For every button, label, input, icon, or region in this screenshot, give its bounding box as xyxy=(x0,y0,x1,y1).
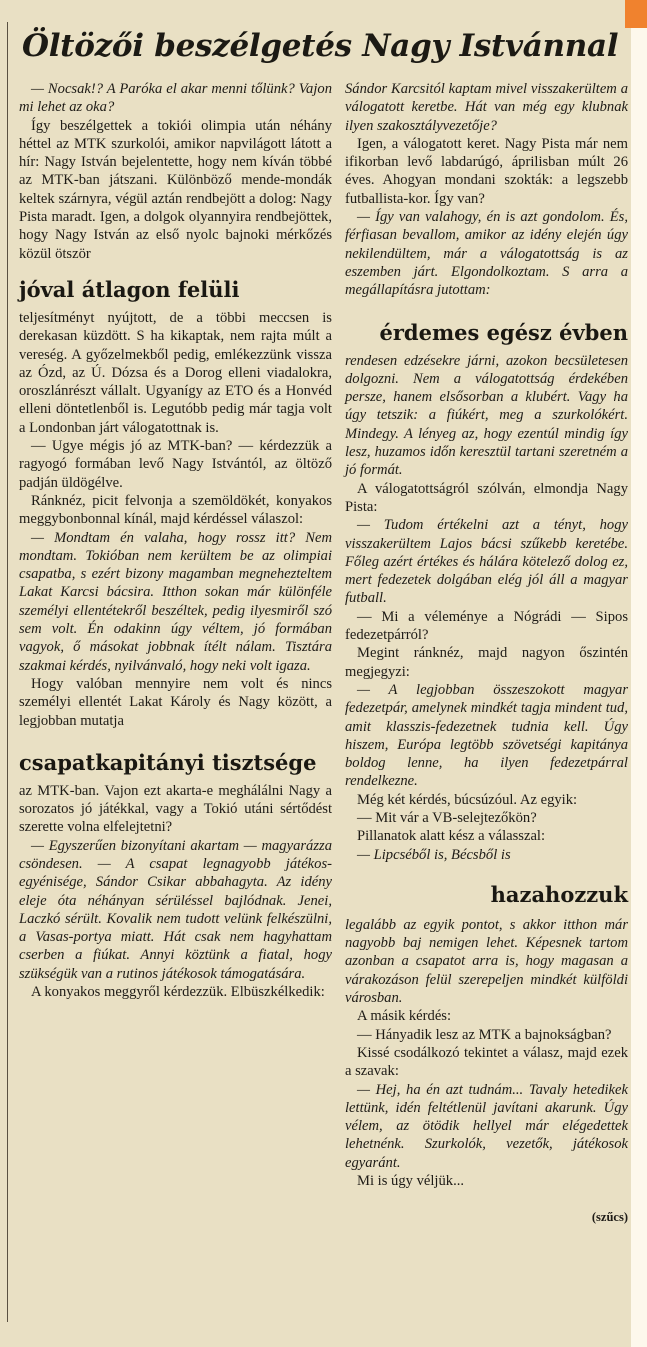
subheading: jóval átlagon felüli xyxy=(19,276,240,302)
paragraph: Kissé csodálkozó tekintet a válasz, majd ezek a szavak: xyxy=(345,1044,628,1080)
paragraph: — Nocsak!? A Paróka el akar menni tőlünk? Vajon mi lehet az oka? xyxy=(19,81,332,116)
orange-page-tab xyxy=(625,0,647,28)
paragraph: rendesen edzésekre járni, azokon becsületesen dolgozni. Nem a válogatottság érdekében persze, hanem elsősorban a klubért. Vagy ha úgy tetszik: a fiúkért, meg a szurkolókért. Mindegy. A lényeg az, hogy ezentúl mindig így lesz, huzamos időn keresztül tartani szeretném a jó formát. xyxy=(345,352,628,479)
paragraph: Még két kérdés, búcsúzóul. Az egyik: xyxy=(357,791,578,808)
paragraph: — A legjobban összeszokott magyar fedezetpár, amelynek mindkét tagja mindent tud, amit klasszis-fedezetnek tudnia kell. Úgy hiszem, Európa legtöbb szövetségi kapitánya boldog lenne, ha ilyen fedezetpárral rendelkezne. xyxy=(345,681,628,790)
paragraph: Sándor Karcsitól kaptam mivel visszakerültem a válogatott keretbe. Hát van még egy klubnak ilyen szakosztályvezetője? xyxy=(345,81,628,134)
paragraph: Mi is úgy véljük... xyxy=(357,1173,465,1190)
paragraph: Hogy valóban mennyire nem volt és nincs személyi ellentét Lakat Károly és Nagy között, a legjobban mutatja xyxy=(19,675,332,729)
paragraph: — Ugye mégis jó az MTK-ban? — kérdezzük a ragyogó formában levő Nagy Istvántól, az öltöző padján üldögélve. xyxy=(19,438,332,491)
paragraph: — Mi a véleménye a Nógrádi — Sipos fedezetpárról? xyxy=(345,608,628,644)
paragraph: — Hányadik lesz az MTK a bajnokságban? xyxy=(357,1026,612,1043)
paragraph: — Lipcséből is, Bécsből is xyxy=(357,846,511,863)
paragraph: teljesítményt nyújtott, de a többi meccsen is derekasan küzdött. S ha kikaptak, nem rajta múlt a vereség. A győzelmekből pedig, emlékezzünk vissza az Ózd, az Ú. Dózsa és a Dorog elleni viadalokra, oroszlánrészt vállalt. Ugyanígy az ETO és a Honvéd elleni döntetlenből is. Legutóbb pedig már tagja volt a Londonban járt válogatottnak is. xyxy=(19,309,332,436)
paragraph: — Egyszerűen bizonyítani akartam — magyarázza csöndesen. — A csapat legnagyobb játékos-egyénisége, Sándor Csikar abbahagyta. Az idény eleje óta néhányan sérüléssel bajlódnak. Jenei, Laczkó sérült. Kovalik nem tudott velünk felkészülni, a Vasas-portya miatt. Hát csak nem hagyhattam cserben a fiúkat. Annyi köztünk a fiatal, hogy szükségük van a rutinos játékosok támogatására. xyxy=(19,837,332,982)
subheading: érdemes egész évben xyxy=(379,319,628,345)
right-column-body xyxy=(345,80,628,1190)
paragraph: — Így van valahogy, én is azt gondolom. És, férfiasan bevallom, amikor az idény elején úgy nekilendültem, már a válogatottság is az eszemben járt. Elgondolkoztam. S arra a megállapításra jutottam: xyxy=(345,209,628,299)
left-column xyxy=(19,80,332,1001)
article-title: Öltözői beszélgetés Nagy Istvánnal xyxy=(22,28,619,64)
paragraph: A másik kérdés: xyxy=(357,1008,452,1025)
paragraph: — Mondtam én valaha, hogy rossz itt? Nem mondtam. Tokióban nem kerültem be az olimpiai csapatba, s ezért bizony magamban megnehezteltem Lakat Karcsi bácsira. Itthon sokan már különféle személyi ellentétekről beszéltek, pedig ilyesmiről szó sem volt. Én odakinn úgy véltem, jó formában vagyok, ő másokat jobbnak ítélt nálam. Tisztára szakmai kérdés, nyilvánvaló, hogy neki volt igaza. xyxy=(19,529,332,674)
paragraph: az MTK-ban. Vajon ezt akarta-e meghálálni Nagy a sorozatos jó játékkal, vagy a Tokió utáni sértődést szerette volna elfelejtetni? xyxy=(19,782,332,836)
paragraph: A konyakos meggyről kérdezzük. Elbüszkélkedik: xyxy=(31,984,325,1001)
paragraph: Megint ránknéz, majd nagyon őszintén megjegyzi: xyxy=(345,645,628,680)
column-rule xyxy=(7,22,8,1322)
author-signature: (szűcs) xyxy=(591,1210,628,1225)
paragraph: Így beszélgettek a tokiói olimpia után néhány héttel az MTK szurkolói, amikor napvilágott látott a hír: Nagy István bejelentette, hogy nem kíván többé az MTK-ban játszani. Különböző mende-mondák keltek szárnyra, végül aztán rendbejött a dolog: Nagy Pista maradt. Igen, a dolgok olyannyira rendbejöttek, hogy Nagy István az első nyolc bajnoki mérkőzés közül ötször xyxy=(19,117,332,262)
paragraph: Igen, a válogatott keret. Nagy Pista már nem ifikorban levő labdarúgó, áprilisban múlt 26 éves. Ahogyan mondani szokták: a legszebb futballista-kor. Így van? xyxy=(345,135,628,207)
paragraph: — Mit vár a VB-selejtezőkön? xyxy=(357,809,537,826)
right-column xyxy=(345,80,628,1226)
page-edge xyxy=(631,0,647,1347)
paragraph: — Hej, ha én azt tudnám... Tavaly hetedikek lettünk, idén feltétlenül javítani akarunk. Úgy vélem, az ötödik hellyel már elégedettek lehetnénk. Szurkolók, vezetők, játékosok egyaránt. xyxy=(345,1081,628,1171)
paragraph: Ránknéz, picit felvonja a szemöldökét, konyakos meggybonbonnal kínál, majd kérdéssel válaszol: xyxy=(19,492,332,528)
subheading: csapatkapitányi tisztsége xyxy=(19,749,317,775)
subheading: hazahozzuk xyxy=(490,881,628,907)
paragraph: A válogatottságról szólván, elmondja Nagy Pista: xyxy=(345,480,628,515)
paragraph: — Tudom értékelni azt a tényt, hogy visszakerültem Lajos bácsi szűkebb keretébe. Főleg azért értékes és hálára kötelező dolog ez, mert fedezetek dolgában elég jól áll a magyar futball. xyxy=(345,517,628,607)
paragraph: Pillanatok alatt kész a válasszal: xyxy=(357,828,546,845)
paragraph: legalább az egyik pontot, s akkor itthon már nagyobb baj nemigen lehet. Képesnek tartom azonban a csapatot arra is, hogy magasan a várakozáson felül szerepeljen mindkét külföldi városban. xyxy=(345,916,628,1007)
